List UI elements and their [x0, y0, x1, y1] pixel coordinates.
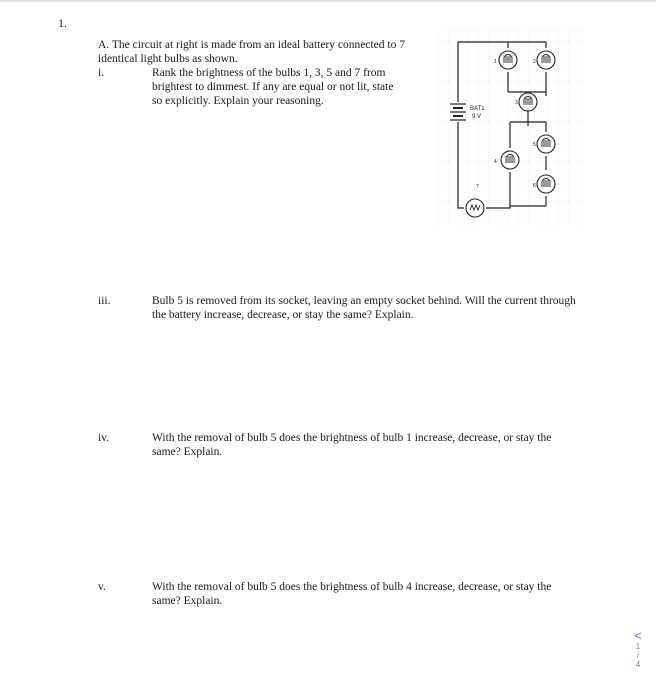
item-v-body: With the removal of bulb 5 does the brightness of bulb 4 increase, decrease, or stay the same? Explain.: [152, 581, 552, 607]
item-iv-numeral: iv.: [98, 432, 110, 444]
top-divider: [0, 0, 656, 2]
page-separator: /: [636, 651, 640, 660]
circuit-diagram: [438, 30, 588, 230]
item-iii-numeral: iii.: [98, 295, 111, 307]
bulb-7-label: 7: [476, 184, 479, 190]
bulb-6-label: 6: [533, 183, 536, 189]
previous-page-arrow-icon[interactable]: <: [634, 628, 642, 643]
item-i-body: Rank the brightness of the bulbs 1, 3, 5 and 7 from brightest to dimmest. If any are equal or not lit, state so explicitly. Explain your reasoning.: [152, 67, 394, 107]
item-iii-body: Bulb 5 is removed from its socket, leaving an empty socket behind. Will the current through the battery increase, decrease, or stay the same? Explain.: [152, 295, 576, 321]
item-iv-body: With the removal of bulb 5 does the brightness of bulb 1 increase, decrease, or stay the same? Explain.: [152, 432, 552, 458]
bulb-5-label: 5: [533, 142, 536, 148]
bulb-4-label: 4: [494, 159, 497, 165]
question-number: 1.: [58, 16, 67, 30]
battery-name: BAT1: [470, 106, 485, 112]
item-v-numeral: v.: [98, 581, 106, 593]
part-a-text: A. The circuit at right is made from an ideal battery connected to 7 identical light bulbs as shown.: [98, 39, 405, 65]
item-i-text: [116, 66, 406, 108]
total-pages: 4: [635, 660, 641, 669]
battery-voltage: 9 V: [472, 114, 482, 120]
bulb-1-label: 1: [494, 59, 497, 65]
bulb-3-label: 3: [515, 100, 518, 106]
current-page-number: 1: [635, 642, 641, 651]
item-iii-text: [116, 294, 576, 322]
item-i-numeral: i.: [98, 67, 105, 79]
bulb-2-label: 2: [533, 59, 536, 65]
item-iv-text: [116, 431, 576, 459]
item-v-text: [116, 580, 576, 608]
page-navigator[interactable]: [628, 630, 648, 669]
